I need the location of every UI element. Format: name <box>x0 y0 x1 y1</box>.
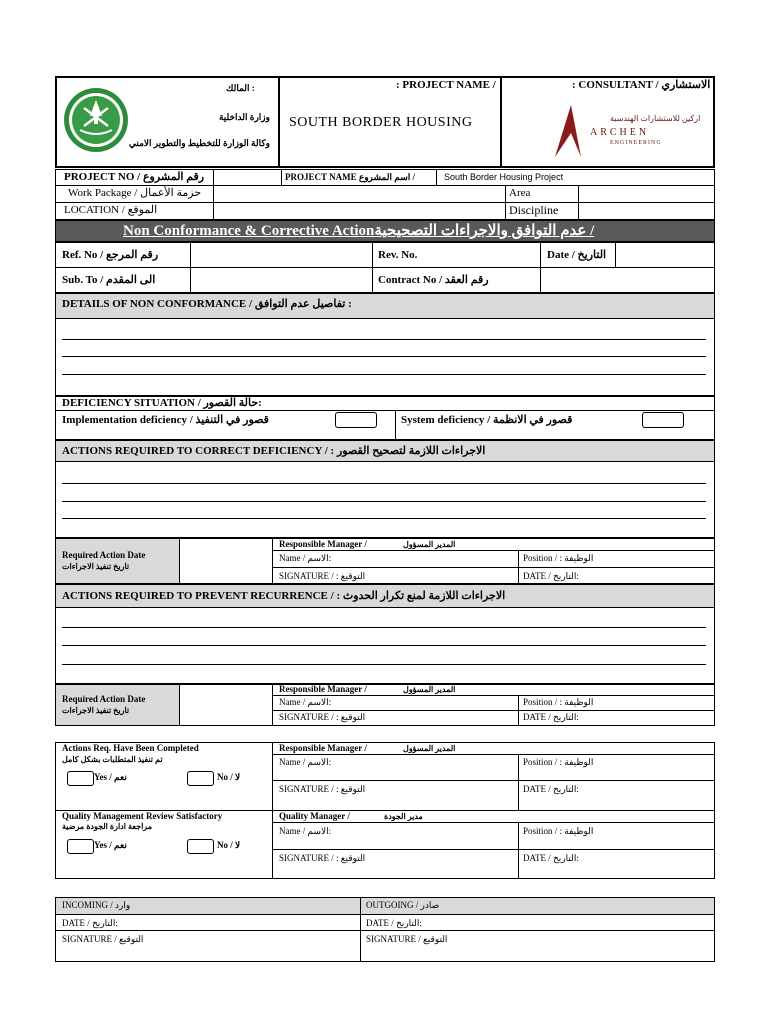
actions-correct-area[interactable] <box>55 461 715 538</box>
signature-label-3: SIGNATURE / : التوقيع <box>279 784 366 794</box>
completed-yes-label: Yes / نعم <box>94 772 127 782</box>
consultant-label: : CONSULTANT / الاستشاري <box>572 79 711 91</box>
required-action-date-2: Required Action Date <box>62 694 146 704</box>
work-package-label: Work Package / حزمة الأعمال <box>68 187 202 199</box>
name-label-2: Name / الاسم: <box>279 697 332 707</box>
required-action-date-ar-2: تاريخ تنفيذ الاجراءات <box>62 706 130 715</box>
project-no-label: PROJECT NO / رقم المشروع <box>64 171 205 183</box>
name-label-4: Name / الاسم: <box>279 826 332 836</box>
position-label-1: Position / : الوظيفة <box>523 553 594 563</box>
archen-logo-icon <box>553 103 583 159</box>
date-label-4: DATE / التاريخ: <box>523 853 579 863</box>
project-name-cell-label: PROJECT NAME اسم المشروع / <box>285 172 416 182</box>
consultant-logo-ar: اركين للاستشارات الهندسية <box>610 114 701 123</box>
qm-no-checkbox[interactable] <box>187 839 214 854</box>
deficiency-header: DEFICIENCY SITUATION / حالة القصور: <box>62 397 262 409</box>
completed-no-checkbox[interactable] <box>187 771 214 786</box>
ministry-line1: وزارة الداخلية <box>218 112 270 122</box>
date-label: Date / التاريخ <box>547 249 607 261</box>
position-label-4: Position / : الوظيفة <box>523 826 594 836</box>
consultant-logo-sub: ENGINEERING <box>610 140 662 146</box>
system-deficiency-checkbox[interactable] <box>642 412 684 428</box>
details-header-text: DETAILS OF NON CONFORMANCE / تفاصيل عدم التوافق : <box>62 298 352 310</box>
ref-no-label: Ref. No / رقم المرجع <box>62 249 159 261</box>
contract-no-label: Contract No / رقم العقد <box>378 274 489 286</box>
name-label-3: Name / الاسم: <box>279 757 332 767</box>
outgoing-signature-label: SIGNATURE / التوقيع <box>366 934 448 944</box>
incoming-label: INCOMING / وارد <box>62 900 131 910</box>
qm-yes-checkbox[interactable] <box>67 839 94 854</box>
incoming-signature-label: SIGNATURE / التوقيع <box>62 934 144 944</box>
date-label-3: DATE / التاريخ: <box>523 784 579 794</box>
actions-prevent-header-text: ACTIONS REQUIRED TO PREVENT RECURRENCE / : الاجراءات اللازمة لمنع تكرار الحدوث <box>62 590 506 602</box>
outgoing-label: OUTGOING / صادر <box>366 900 440 910</box>
responsible-manager-2: Responsible Manager / <box>279 684 367 694</box>
signature-label-1: SIGNATURE / : التوقيع <box>279 571 366 581</box>
system-deficiency-label: System deficiency / قصور في الانظمة <box>401 414 573 426</box>
area-label: Area <box>509 187 531 199</box>
project-name-label: : PROJECT NAME / <box>396 79 496 91</box>
form-title: Non Conformance & Corrective Actionعدم التوافق والاجراءات التصحيحية / <box>123 223 595 239</box>
qm-review-ar: مراجعة ادارة الجودة مرضية <box>62 822 152 831</box>
qm-yes-label: Yes / نعم <box>94 840 127 850</box>
required-action-date-1: Required Action Date <box>62 550 146 560</box>
project-name-value: South Border Housing Project <box>444 172 564 182</box>
actions-completed-ar: تم تنفيذ المتطلبات بشكل كامل <box>62 755 163 764</box>
position-label-2: Position / : الوظيفة <box>523 697 594 707</box>
responsible-manager-ar-1: المدير المسؤول <box>403 540 456 549</box>
location-label: LOCATION / الموقع <box>64 204 158 216</box>
owner-label: : المالك <box>226 83 255 93</box>
position-label-3: Position / : الوظيفة <box>523 757 594 767</box>
outgoing-date-label: DATE / التاريخ: <box>366 918 422 928</box>
date-label-1: DATE / التاريخ: <box>523 571 579 581</box>
implementation-deficiency-label: Implementation deficiency / قصور في التنفيذ <box>62 414 269 426</box>
details-area[interactable] <box>55 318 715 396</box>
responsible-manager-3: Responsible Manager / <box>279 743 367 753</box>
sub-to-label: Sub. To / الى المقدم <box>62 274 156 286</box>
incoming-date-label: DATE / التاريخ: <box>62 918 118 928</box>
quality-manager-label: Quality Manager / <box>279 811 350 821</box>
name-label-1: Name / الاسم: <box>279 553 332 563</box>
rev-no-label: Rev. No. <box>378 249 418 261</box>
date-label-2: DATE / التاريخ: <box>523 712 579 722</box>
project-title: SOUTH BORDER HOUSING <box>289 115 473 130</box>
responsible-manager-ar-3: المدير المسؤول <box>403 744 456 753</box>
ministry-line2: وكالة الوزارة للتخطيط والتطوير الامني <box>128 138 270 148</box>
completed-yes-checkbox[interactable] <box>67 771 94 786</box>
consultant-logo-text: ARCHEN <box>590 127 650 138</box>
ministry-emblem-icon <box>62 86 130 154</box>
signature-label-2: SIGNATURE / : التوقيع <box>279 712 366 722</box>
actions-completed-label: Actions Req. Have Been Completed <box>62 743 199 753</box>
actions-correct-header-text: ACTIONS REQUIRED TO CORRECT DEFICIENCY / : الاجراءات اللازمة لتصحيح القصور <box>62 445 486 457</box>
responsible-manager-ar-2: المدير المسؤول <box>403 685 456 694</box>
discipline-label: Discipline <box>509 203 559 217</box>
qm-no-label: No / لا <box>217 840 241 850</box>
quality-manager-ar: مدير الجودة <box>384 812 423 821</box>
responsible-manager-1: Responsible Manager / <box>279 539 367 549</box>
signature-label-4: SIGNATURE / : التوقيع <box>279 853 366 863</box>
implementation-deficiency-checkbox[interactable] <box>335 412 377 428</box>
required-action-date-ar-1: تاريخ تنفيذ الاجراءات <box>62 562 130 571</box>
completed-no-label: No / لا <box>217 772 241 782</box>
qm-review-label: Quality Management Review Satisfactory <box>62 811 223 821</box>
